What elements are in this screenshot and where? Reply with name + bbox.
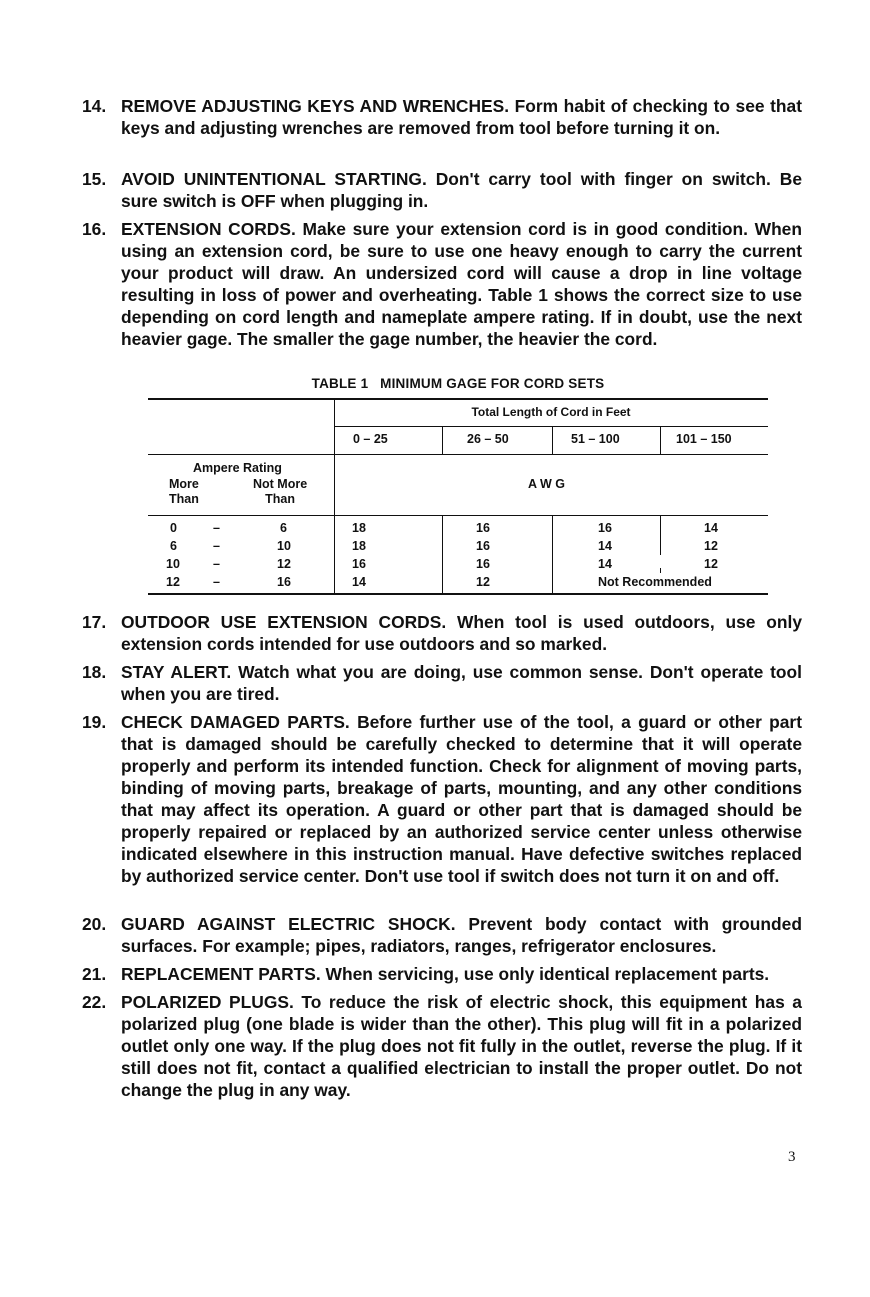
cord-gage-table <box>148 398 768 595</box>
item-title: STAY ALERT. <box>121 662 232 682</box>
gage-cell: 14 <box>352 575 366 589</box>
table-divider <box>442 426 443 454</box>
gage-cell: 12 <box>476 575 490 589</box>
more-value: 10 <box>166 557 180 571</box>
more-value: 6 <box>170 539 177 553</box>
item-title: AVOID UNINTENTIONAL STARTING. <box>121 169 427 189</box>
length-col-2: 51 – 100 <box>571 432 620 446</box>
not-more-value: 6 <box>280 521 287 535</box>
more-value: 12 <box>166 575 180 589</box>
item-title: POLARIZED PLUGS. <box>121 992 294 1012</box>
safety-item-22 <box>82 991 802 1101</box>
table-divider <box>334 398 335 595</box>
more-than-header: More Than <box>169 477 199 506</box>
item-number: 22. <box>82 992 107 1012</box>
table-rule <box>334 426 768 427</box>
awg-label: A W G <box>528 477 566 491</box>
item-number: 14. <box>82 96 107 116</box>
safety-item-18 <box>82 661 802 705</box>
item-number: 19. <box>82 712 107 732</box>
item-text: Prevent body contact with grounded surfaces. For example; pipes, radiators, ranges, refrigerator enclosures. <box>121 914 802 956</box>
table-top-rule <box>148 398 768 400</box>
more-value: 0 <box>170 521 177 535</box>
gage-cell: 18 <box>352 521 366 535</box>
table-divider <box>552 515 553 593</box>
gage-cell: 14 <box>704 521 718 535</box>
length-col-1: 26 – 50 <box>467 432 509 446</box>
item-text: Before further use of the tool, a guard or other part that is damaged should be carefully checked to determine that it will operate properly and perform its intended function. Check for alignment of moving parts, binding of moving parts, breakage of parts, mounting, and any other conditions that may affect its operation. A guard or other part that is damaged should be properly repaired or replaced by an authorized service center unless otherwise indicated elsewhere in this instruction manual. Have defective switches replaced by authorized service center. Don't use tool if switch does not turn it on and off. <box>121 712 802 886</box>
item-title: GUARD AGAINST ELECTRIC SHOCK. <box>121 914 456 934</box>
not-more-value: 10 <box>277 539 291 553</box>
table-rule <box>148 515 768 516</box>
length-col-3: 101 – 150 <box>676 432 732 446</box>
length-header: Total Length of Cord in Feet <box>471 405 631 419</box>
item-text: Make sure your extension cord is in good condition. When using an extension cord, be sure to use one heavy enough to carry the current your product will draw. An undersized cord will cause a drop in line voltage resulting in loss of power and overheating. Table 1 shows the correct size to use depending on cord length and nameplate ampere rating. If in doubt, use the next heavier gage. The smaller the gage number, the heavier the cord. <box>121 219 802 349</box>
item-title: EXTENSION CORDS. <box>121 219 296 239</box>
table-divider <box>660 515 661 555</box>
not-more-value: 12 <box>277 557 291 571</box>
item-text: When tool is used outdoors, use only extension cords intended for use outdoors and so marked. <box>121 612 802 654</box>
range-dash: – <box>213 539 220 553</box>
table-divider <box>660 568 661 573</box>
gage-cell: 16 <box>476 539 490 553</box>
table-rule <box>148 454 768 455</box>
safety-item-20 <box>82 913 802 957</box>
item-title: REMOVE ADJUSTING KEYS AND WRENCHES. <box>121 96 510 116</box>
gage-cell: 14 <box>598 539 612 553</box>
safety-item-14 <box>82 95 802 139</box>
item-text: Don't carry tool with finger on switch. Be sure switch is OFF when plugging in. <box>121 169 802 211</box>
item-title: REPLACEMENT PARTS. <box>121 964 321 984</box>
item-number: 17. <box>82 612 107 632</box>
item-text: Watch what you are doing, use common sense. Don't operate tool when you are tired. <box>121 662 802 704</box>
item-text: When servicing, use only identical replacement parts. <box>325 964 770 984</box>
gage-cell: 18 <box>352 539 366 553</box>
gage-cell: 14 <box>598 557 612 571</box>
item-title: OUTDOOR USE EXTENSION CORDS. <box>121 612 447 632</box>
gage-cell: 12 <box>704 557 718 571</box>
table-divider <box>442 515 443 593</box>
table-divider <box>552 426 553 454</box>
safety-item-16 <box>82 218 802 350</box>
gage-cell: 16 <box>476 521 490 535</box>
table-divider <box>660 426 661 454</box>
gage-cell: 12 <box>704 539 718 553</box>
not-more-value: 16 <box>277 575 291 589</box>
item-title: CHECK DAMAGED PARTS. <box>121 712 350 732</box>
gage-cell: 16 <box>598 521 612 535</box>
item-text: Form habit of checking to see that keys and adjusting wrenches are removed from tool before turning it on. <box>121 96 802 138</box>
range-dash: – <box>213 521 220 535</box>
ampere-header: Ampere Rating <box>193 461 282 475</box>
item-number: 16. <box>82 219 107 239</box>
safety-item-21 <box>82 963 802 985</box>
table-caption: TABLE 1 MINIMUM GAGE FOR CORD SETS <box>311 376 605 391</box>
gage-cell: 16 <box>476 557 490 571</box>
range-dash: – <box>213 575 220 589</box>
safety-item-15 <box>82 168 802 212</box>
item-text: To reduce the risk of electric shock, this equipment has a polarized plug (one blade is wider than the other). This plug will fit in a polarized outlet only one way. If the plug does not fit fully in the outlet, reverse the plug. If it still does not fit, contact a qualified electrician to install the proper outlet. Do not change the plug in any way. <box>121 992 802 1100</box>
page-number: 3 <box>788 1149 796 1165</box>
item-number: 18. <box>82 662 107 682</box>
item-number: 15. <box>82 169 107 189</box>
length-col-0: 0 – 25 <box>353 432 388 446</box>
safety-item-19 <box>82 711 802 887</box>
item-number: 20. <box>82 914 107 934</box>
gage-cell: 16 <box>352 557 366 571</box>
range-dash: – <box>213 557 220 571</box>
item-number: 21. <box>82 964 107 984</box>
table-bottom-rule <box>148 593 768 595</box>
safety-item-17 <box>82 611 802 655</box>
not-more-than-header: Not More Than <box>253 477 308 506</box>
not-recommended-cell: Not Recommended <box>598 575 712 589</box>
